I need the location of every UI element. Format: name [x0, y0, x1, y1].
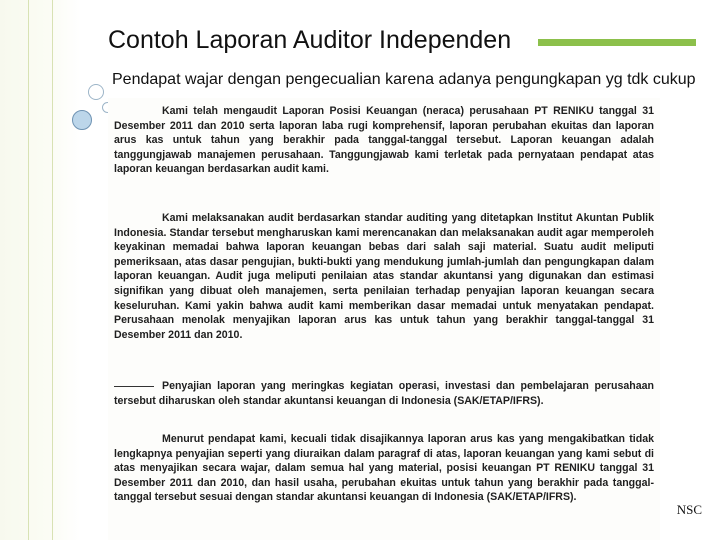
slide-subtitle: Pendapat wajar dengan pengecualian karena adanya pengungkapan yg tdk cukup [112, 71, 696, 88]
title-accent-bar [538, 39, 696, 46]
left-decorative-band [0, 0, 80, 540]
report-paragraph-2: Kami melaksanakan audit berdasarkan standar auditing yang ditetapkan Institut Akuntan Publik Indonesia. Standar tersebut mengharuskan kami merencanakan dan melaksanakan audit agar memperoleh keyakinan memadai bahwa laporan keuangan bebas dari salah saji material. Suatu audit meliputi pemeriksaan, atas dasar pengujian, bukti-bukti yang mendukung jumlah-jumlah dan pengungkapan dalam laporan keuangan. Audit juga meliputi penilaian atas standar akuntansi yang digunakan dan estimasi signifikan yang dibuat oleh manajemen, serta penilaian terhadap penyajian laporan keuangan secara keseluruhan. Kami yakin bahwa audit kami memberikan dasar memadai untuk menyatakan pendapat. Perusahaan menolak menyajikan laporan arus kas untuk tahun yang berakhir tanggal-tanggal 31 Desember 2011 dan 2010. [114, 212, 654, 341]
scanned-audit-report [108, 98, 660, 540]
footer-label: NSC [676, 502, 702, 517]
report-paragraph-3: Penyajian laporan yang meringkas kegiatan operasi, investasi dan pembelajaran perusahaan tersebut diharuskan oleh standar akuntansi keuangan di Indonesia (SAK/ETAP/IFRS). [114, 380, 654, 407]
ornament-circle-filled-icon [72, 110, 92, 130]
ornament-circle-icon [88, 84, 104, 100]
report-paragraph-1: Kami telah mengaudit Laporan Posisi Keuangan (neraca) perusahaan PT RENIKU tanggal 31 Desember 2011 dan 2010 serta laporan laba rugi komprehensif, laporan perubahan ekuitas dan laporan arus kas untuk tahun yang berakhir pada tanggal-tanggal tersebut. Laporan keuangan adalah tanggungjawab manajemen perusahaan. Tanggungjawab kami terletak pada pernyataan pendapat atas laporan keuangan berdasarkan audit kami. [114, 105, 654, 176]
decorative-vertical-line [28, 0, 29, 540]
slide-title: Contoh Laporan Auditor Independen [108, 26, 512, 54]
decorative-vertical-line [52, 0, 53, 540]
report-paragraph-4: Menurut pendapat kami, kecuali tidak disajikannya laporan arus kas yang mengakibatkan tidak lengkapnya penyajian seperti yang diuraikan dalam paragraf di atas, laporan keuangan yang kami sebut di atas menyajikan secara wajar, dalam semua hal yang material, posisi keuangan PT RENIKU tanggal 31 Desember 2011 dan 2010, dan hasil usaha, perubahan ekuitas untuk tahun yang berakhir pada tanggal-tanggal tersebut sesuai dengan standar akuntansi keuangan di Indonesia (SAK/ETAP/IFRS). [114, 433, 654, 504]
